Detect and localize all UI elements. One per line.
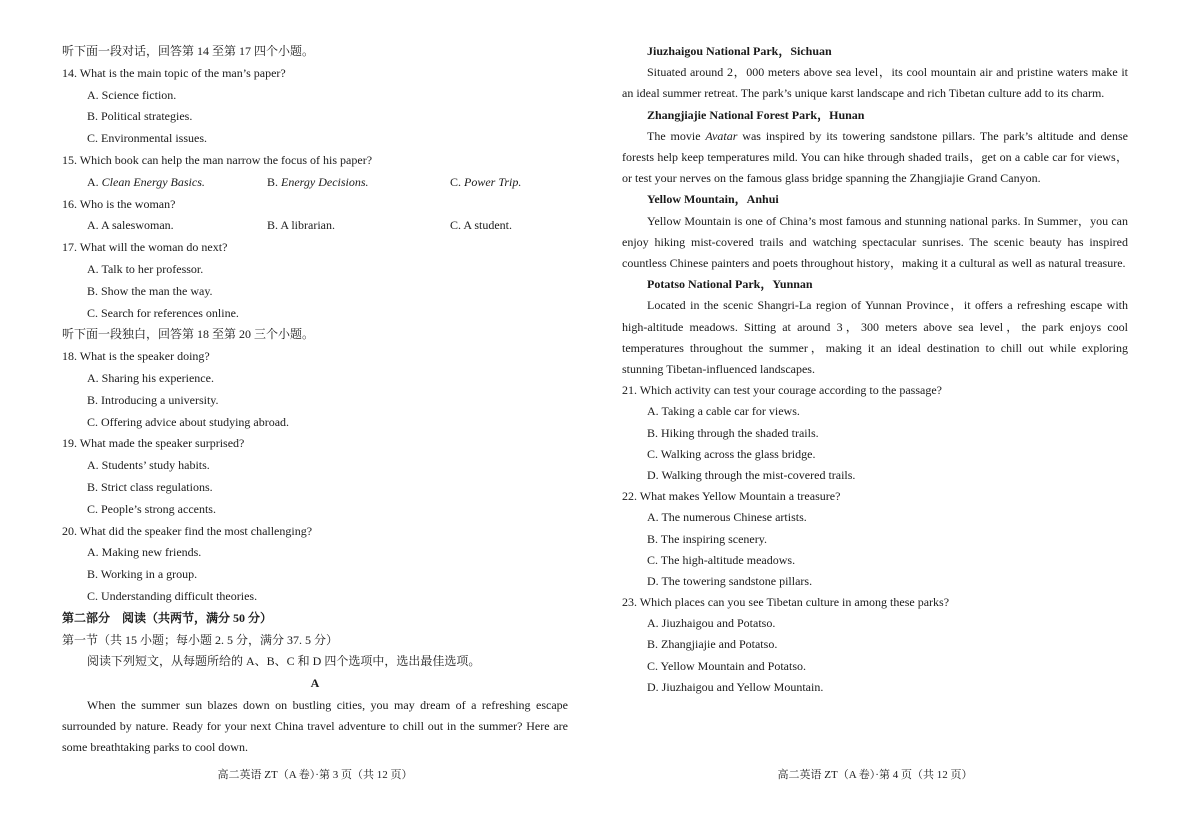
question-21-option-b: B. Hiking through the shaded trails. bbox=[647, 425, 819, 440]
question-16-option-a: A. A saleswoman. bbox=[87, 218, 174, 233]
question-17-option-a: A. Talk to her professor. bbox=[87, 261, 204, 276]
question-16-option-b: B. A librarian. bbox=[267, 218, 335, 233]
question-21-option-a: A. Taking a cable car for views. bbox=[647, 404, 800, 419]
question-20-option-c: C. Understanding difficult theories. bbox=[87, 588, 258, 603]
question-21-option-d: D. Walking through the mist-covered trails. bbox=[647, 467, 856, 482]
park-2-text: The movie Avatar was inspired by its towering sandstone pillars. The park’s altitude and dense forests help keep temperatures mild. You can hike through shaded trails，get on a cable car for views，or test your nerves on the famous glass bridge spanning the Zhangjiajie Grand Canyon. bbox=[622, 128, 1129, 186]
question-17-stem: 17. What will the woman do next? bbox=[62, 240, 228, 255]
left-page-column bbox=[62, 41, 568, 759]
listening-instruction-1: 听下面一段对话，回答第 14 至第 17 四个小题。 bbox=[62, 44, 315, 58]
question-15-option-b: B. Energy Decisions. bbox=[267, 174, 369, 189]
page-footer-right: 高二英语 ZT（A 卷）·第 4 页（共 12 页） bbox=[777, 769, 973, 781]
reading-instruction: 阅读下列短文，从每题所给的 A、B、C 和 D 四个选项中，选出最佳选项。 bbox=[87, 654, 481, 669]
question-15-option-a: A. Clean Energy Basics. bbox=[87, 174, 205, 189]
question-21-stem: 21. Which activity can test your courage according to the passage? bbox=[622, 383, 942, 398]
movie-title: Avatar bbox=[705, 128, 738, 143]
question-20-stem: 20. What did the speaker find the most challenging? bbox=[62, 523, 313, 538]
question-19-stem: 19. What made the speaker surprised? bbox=[62, 436, 245, 451]
question-15-option-c: C. Power Trip. bbox=[450, 174, 522, 189]
question-14-option-a: A. Science fiction. bbox=[87, 87, 177, 102]
park-4-text: Located in the scenic Shangri-La region of Yunnan Province，it offers a refreshing escape with high-altitude meadows. Sitting at around 3，300 meters above sea level，the park enjoys cool temperatures throughout the summer，making it an ideal destination to chill out while exploring stunning Tibetan-influenced landscapes. bbox=[622, 298, 1128, 376]
question-20-option-a: A. Making new friends. bbox=[87, 545, 202, 560]
question-23-stem: 23. Which places can you see Tibetan culture in among these parks? bbox=[622, 595, 950, 610]
question-23-option-c: C. Yellow Mountain and Potatso. bbox=[647, 658, 807, 673]
park-3-text: Yellow Mountain is one of China’s most famous and stunning national parks. In Summer，you can enjoy hiking mist-covered trails and watching spectacular sunrises. The scenic beauty has inspired countless Chinese painters and poets throughout history，making it a cultural as well as natural treasure. bbox=[622, 213, 1128, 270]
question-16-option-c: C. A student. bbox=[450, 218, 513, 233]
page-footer-left: 高二英语 ZT（A 卷）·第 3 页（共 12 页） bbox=[217, 769, 413, 781]
question-19-option-c: C. People’s strong accents. bbox=[87, 501, 216, 516]
question-22-option-b: B. The inspiring scenery. bbox=[647, 531, 767, 546]
right-page-column bbox=[622, 41, 1128, 698]
question-15-options bbox=[62, 172, 568, 194]
question-19-option-a: A. Students’ study habits. bbox=[87, 458, 210, 473]
question-23-option-a: A. Jiuzhaigou and Potatso. bbox=[647, 616, 776, 631]
question-14-option-b: B. Political strategies. bbox=[87, 109, 193, 124]
question-17-option-c: C. Search for references online. bbox=[87, 305, 239, 320]
park-4-title: Potatso National Park，Yunnan bbox=[647, 277, 813, 292]
question-21-option-c: C. Walking across the glass bridge. bbox=[647, 446, 816, 461]
passage-label: A bbox=[310, 676, 320, 691]
question-19-option-b: B. Strict class regulations. bbox=[87, 479, 213, 494]
question-17-option-b: B. Show the man the way. bbox=[87, 283, 213, 298]
question-18-option-a: A. Sharing his experience. bbox=[87, 370, 214, 385]
question-15-stem: 15. Which book can help the man narrow the focus of his paper? bbox=[62, 152, 373, 167]
question-22-option-a: A. The numerous Chinese artists. bbox=[647, 510, 807, 525]
question-18-option-c: C. Offering advice about studying abroad. bbox=[87, 414, 290, 429]
listening-instruction-2: 听下面一段独白，回答第 18 至第 20 三个小题。 bbox=[62, 327, 315, 342]
question-14-stem: 14. What is the main topic of the man’s paper? bbox=[62, 65, 286, 80]
park-3-title: Yellow Mountain，Anhui bbox=[647, 192, 779, 207]
question-22-option-c: C. The high-altitude meadows. bbox=[647, 552, 796, 567]
section-1-heading: 第一节（共 15 小题；每小题 2. 5 分，满分 37. 5 分） bbox=[62, 632, 339, 647]
question-18-stem: 18. What is the speaker doing? bbox=[62, 349, 210, 364]
question-16-stem: 16. Who is the woman? bbox=[62, 196, 176, 211]
question-20-option-b: B. Working in a group. bbox=[87, 567, 198, 582]
question-16-options bbox=[62, 215, 568, 237]
question-18-option-b: B. Introducing a university. bbox=[87, 392, 219, 407]
part-2-heading: 第二部分 阅读（共两节，满分 50 分） bbox=[62, 610, 273, 625]
question-23-option-d: D. Jiuzhaigou and Yellow Mountain. bbox=[647, 679, 824, 694]
park-2-title: Zhangjiajie National Forest Park，Hunan bbox=[647, 107, 865, 122]
passage-intro-paragraph: When the summer sun blazes down on bustling cities, you may dream of a refreshing escape surrounded by nature. Ready for your next China travel adventure to chill out in the summer? Here are some breathtaking parks to cool down. bbox=[62, 697, 568, 755]
question-22-option-d: D. The towering sandstone pillars. bbox=[647, 573, 813, 588]
park-1-text: Situated around 2，000 meters above sea level，its cool mountain air and pristine waters make it an ideal summer retreat. The park’s unique karst landscape and rich Tibetan culture add to its charm. bbox=[622, 65, 1128, 101]
question-14-option-c: C. Environmental issues. bbox=[87, 131, 207, 146]
park-1-title: Jiuzhaigou National Park，Sichuan bbox=[647, 44, 832, 58]
question-23-option-b: B. Zhangjiajie and Potatso. bbox=[647, 637, 778, 652]
question-22-stem: 22. What makes Yellow Mountain a treasure? bbox=[622, 489, 841, 504]
